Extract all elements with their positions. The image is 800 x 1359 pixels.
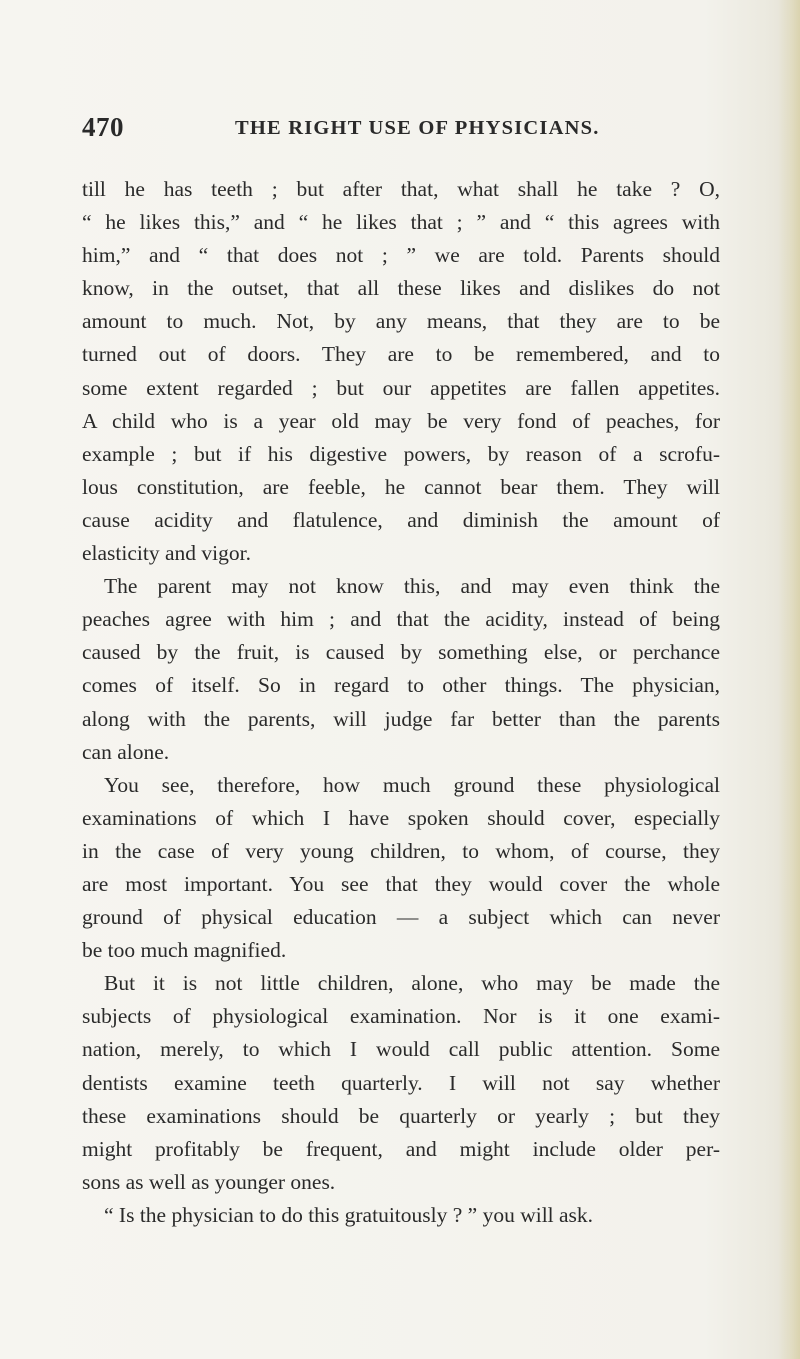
body-text	[82, 173, 720, 1232]
text-line: You see, therefore, how much ground these physiological	[104, 772, 720, 797]
text-line: cause acidity and flatulence, and diminish the amount of	[82, 507, 720, 532]
text-line: turned out of doors. They are to be remembered, and to	[82, 342, 720, 367]
text-line: lous constitution, are feeble, he cannot bear them. They will	[82, 474, 720, 499]
text-line: along with the parents, will judge far better than the parents	[82, 706, 720, 731]
text-line: are most important. You see that they would cover the whole	[82, 871, 720, 896]
text-line: know, in the outset, that all these likes and dislikes do not	[82, 276, 720, 301]
text-line: The parent may not know this, and may even think the	[104, 574, 720, 599]
text-line: elasticity and vigor.	[82, 541, 251, 566]
text-line: ground of physical education — a subject which can never	[82, 905, 720, 930]
text-line: “ he likes this,” and “ he likes that ; ” and “ this agrees with	[82, 210, 720, 235]
text-line: But it is not little children, alone, who may be made the	[104, 971, 720, 996]
text-line: examinations of which I have spoken should cover, especially	[82, 805, 720, 830]
text-line: dentists examine teeth quarterly. I will not say whether	[82, 1070, 720, 1095]
text-line: peaches agree with him ; and that the acidity, instead of being	[82, 607, 720, 632]
text-line: “ Is the physician to do this gratuitously ? ” you will ask.	[104, 1202, 594, 1227]
page-number: 470	[82, 112, 124, 142]
text-line: these examinations should be quarterly or yearly ; but they	[82, 1103, 720, 1128]
text-line: amount to much. Not, by any means, that they are to be	[82, 309, 720, 334]
text-line: comes of itself. So in regard to other things. The physician,	[82, 673, 720, 698]
text-line: might profitably be frequent, and might include older per-	[82, 1136, 720, 1161]
text-line: in the case of very young children, to whom, of course, they	[82, 838, 720, 863]
text-line: A child who is a year old may be very fond of peaches, for	[82, 408, 720, 433]
text-line: caused by the fruit, is caused by something else, or perchance	[82, 640, 720, 665]
page-edge-stain	[778, 0, 800, 1359]
text-line: sons as well as younger ones.	[82, 1169, 336, 1194]
text-line: be too much magnified.	[82, 938, 287, 963]
page-header	[82, 112, 720, 146]
text-line: subjects of physiological examination. Nor is it one exami-	[82, 1004, 720, 1029]
text-line: some extent regarded ; but our appetites are fallen appetites.	[82, 375, 720, 400]
text-line: till he has teeth ; but after that, what shall he take ? O,	[82, 177, 720, 201]
text-line: can alone.	[82, 739, 170, 764]
text-line: example ; but if his digestive powers, by reason of a scrofu-	[82, 441, 720, 466]
running-head: THE RIGHT USE OF PHYSICIANS.	[235, 117, 600, 139]
text-line: him,” and “ that does not ; ” we are told. Parents should	[82, 243, 720, 268]
text-line: nation, merely, to which I would call public attention. Some	[82, 1037, 720, 1062]
